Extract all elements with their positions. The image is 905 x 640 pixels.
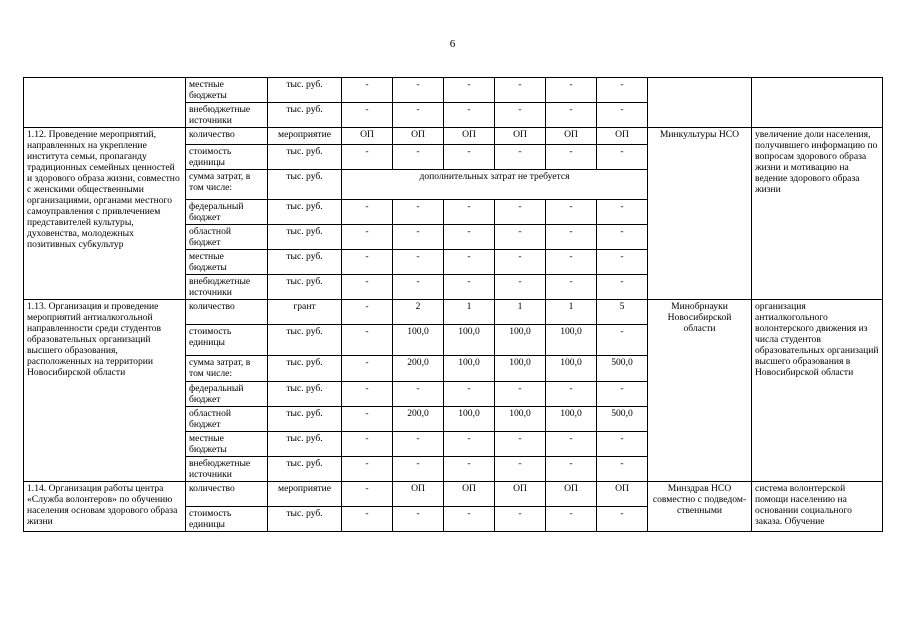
table-cell: - <box>495 432 546 457</box>
table-cell: - <box>393 225 444 250</box>
table-cell: - <box>342 507 393 532</box>
table-cell: тыс. руб. <box>268 325 342 356</box>
table-cell: - <box>546 250 597 275</box>
table-cell: федеральный бюджет <box>186 382 268 407</box>
page-number: 6 <box>449 38 456 50</box>
table-cell: тыс. руб. <box>268 275 342 300</box>
table-cell: - <box>597 145 648 170</box>
table-cell: - <box>444 457 495 482</box>
table-cell: 1 <box>546 300 597 325</box>
table-row <box>24 300 883 325</box>
table-cell: - <box>342 432 393 457</box>
table-cell <box>648 78 752 128</box>
table-cell: - <box>342 103 393 128</box>
table-cell: тыс. руб. <box>268 170 342 200</box>
table-cell: 100,0 <box>546 325 597 356</box>
table-cell: - <box>342 457 393 482</box>
table-cell: 100,0 <box>444 356 495 382</box>
table-cell: - <box>495 200 546 225</box>
table-cell: - <box>546 78 597 103</box>
table-cell: - <box>393 457 444 482</box>
table-cell: количество <box>186 128 268 145</box>
table-cell: - <box>495 507 546 532</box>
table-cell: тыс. руб. <box>268 250 342 275</box>
table-cell: ОП <box>546 128 597 145</box>
table-cell: местные бюджеты <box>186 78 268 103</box>
table-cell: 2 <box>393 300 444 325</box>
table-cell: тыс. руб. <box>268 145 342 170</box>
table-cell: система волонтерской помощи населению на основании социального заказа. Обучение <box>752 482 883 532</box>
table-cell: ОП <box>393 128 444 145</box>
table-cell: организация антиалкогольного волонтерского движения из числа студентов образовательных организаций высшего образования в Новосибирской области <box>752 300 883 482</box>
table-cell: - <box>393 250 444 275</box>
table-cell: - <box>342 407 393 432</box>
table-cell: 100,0 <box>495 356 546 382</box>
table-cell: ОП <box>342 128 393 145</box>
table-cell: мероприятие <box>268 482 342 507</box>
table-cell: тыс. руб. <box>268 200 342 225</box>
table-cell: 100,0 <box>393 325 444 356</box>
table-cell: сумма затрат, в том числе: <box>186 356 268 382</box>
table-cell: - <box>393 382 444 407</box>
table-cell: - <box>495 382 546 407</box>
table-cell: - <box>342 250 393 275</box>
table-cell: ОП <box>393 482 444 507</box>
table-cell: - <box>342 300 393 325</box>
table-cell: ОП <box>495 128 546 145</box>
table-cell: - <box>495 275 546 300</box>
table-cell: 100,0 <box>546 356 597 382</box>
table-cell: - <box>342 200 393 225</box>
table-cell: - <box>444 78 495 103</box>
table-cell: тыс. руб. <box>268 507 342 532</box>
table-cell: 100,0 <box>444 325 495 356</box>
table-cell: - <box>597 78 648 103</box>
table-cell: 100,0 <box>495 325 546 356</box>
table-cell: - <box>444 103 495 128</box>
table-cell: - <box>546 382 597 407</box>
table-row <box>24 128 883 145</box>
table-cell: 5 <box>597 300 648 325</box>
table-cell: тыс. руб. <box>268 457 342 482</box>
table-cell: - <box>444 250 495 275</box>
table-cell: - <box>495 250 546 275</box>
table-cell: - <box>342 356 393 382</box>
table-cell: - <box>597 275 648 300</box>
table-cell: - <box>342 275 393 300</box>
table-cell: стоимость единицы <box>186 145 268 170</box>
table-cell: тыс. руб. <box>268 407 342 432</box>
table-cell: - <box>393 432 444 457</box>
table-cell: - <box>546 457 597 482</box>
table-cell: 500,0 <box>597 356 648 382</box>
table-cell: 100,0 <box>444 407 495 432</box>
table-cell: внебюджетные источники <box>186 275 268 300</box>
table-cell: - <box>495 78 546 103</box>
table-cell: местные бюджеты <box>186 432 268 457</box>
table-cell: - <box>495 457 546 482</box>
table-cell: 1 <box>444 300 495 325</box>
table-cell: - <box>597 457 648 482</box>
table-cell: ОП <box>597 482 648 507</box>
table-cell: ОП <box>444 482 495 507</box>
table-cell: федеральный бюджет <box>186 200 268 225</box>
table-cell: Минкультуры НСО <box>648 128 752 300</box>
table-cell: - <box>597 432 648 457</box>
table-cell: - <box>597 103 648 128</box>
table-cell <box>752 78 883 128</box>
table-cell: мероприятие <box>268 128 342 145</box>
table-cell: - <box>597 250 648 275</box>
table-cell: тыс. руб. <box>268 225 342 250</box>
table-cell: областной бюджет <box>186 225 268 250</box>
table-cell: - <box>444 200 495 225</box>
table-cell: - <box>597 225 648 250</box>
table-cell: - <box>393 145 444 170</box>
table-row <box>24 482 883 507</box>
table-cell: количество <box>186 300 268 325</box>
table-cell: - <box>342 78 393 103</box>
table-cell: - <box>546 507 597 532</box>
table-cell: ОП <box>495 482 546 507</box>
table-cell: - <box>546 145 597 170</box>
table-cell: - <box>393 103 444 128</box>
table-cell: - <box>444 432 495 457</box>
table-cell: 500,0 <box>597 407 648 432</box>
table-cell: дополнительных затрат не требуется <box>342 170 648 200</box>
table-cell: - <box>393 78 444 103</box>
table-cell: тыс. руб. <box>268 103 342 128</box>
table-cell: 1.14. Организация работы центра «Служба волонтеров» по обучению населения основам здорового образа жизни <box>24 482 186 532</box>
table-cell: 1 <box>495 300 546 325</box>
table-cell: сумма затрат, в том числе: <box>186 170 268 200</box>
table-cell: - <box>342 225 393 250</box>
table-cell: - <box>495 103 546 128</box>
table-cell: грант <box>268 300 342 325</box>
table-cell: тыс. руб. <box>268 78 342 103</box>
table-cell: - <box>546 200 597 225</box>
table-cell: - <box>597 382 648 407</box>
table-cell <box>24 78 186 128</box>
table-cell: областной бюджет <box>186 407 268 432</box>
table-row <box>24 78 883 103</box>
table-cell: ОП <box>597 128 648 145</box>
table-cell: стоимость единицы <box>186 507 268 532</box>
table-cell: - <box>546 432 597 457</box>
table-cell: Минздрав НСО совместно с подведом-ственными <box>648 482 752 532</box>
table-cell: - <box>495 145 546 170</box>
table-cell: - <box>546 225 597 250</box>
table-cell: - <box>546 275 597 300</box>
table-cell: ОП <box>546 482 597 507</box>
table-cell: количество <box>186 482 268 507</box>
table-cell: - <box>444 382 495 407</box>
table-cell: - <box>342 382 393 407</box>
table-cell: 1.13. Организация и проведение мероприятий антиалкогольной направленности среди студентов образовательных организаций высшего образования, расположенных на территории Новосибирской области <box>24 300 186 482</box>
table-cell: - <box>444 145 495 170</box>
table-cell: - <box>444 507 495 532</box>
table-cell: 200,0 <box>393 356 444 382</box>
table-cell: - <box>546 103 597 128</box>
table-cell: ОП <box>444 128 495 145</box>
table-cell: - <box>495 225 546 250</box>
table-cell: стоимость единицы <box>186 325 268 356</box>
program-measures-table <box>23 77 883 532</box>
table-cell: местные бюджеты <box>186 250 268 275</box>
table-cell: - <box>342 325 393 356</box>
table-cell: внебюджетные источники <box>186 457 268 482</box>
table-cell: - <box>597 200 648 225</box>
table-cell: - <box>393 507 444 532</box>
table-cell: 100,0 <box>495 407 546 432</box>
table-cell: тыс. руб. <box>268 432 342 457</box>
table-cell: тыс. руб. <box>268 356 342 382</box>
table-cell: Минобрнауки Новосибирской области <box>648 300 752 482</box>
table-cell: - <box>342 145 393 170</box>
table-cell: внебюджетные источники <box>186 103 268 128</box>
table-cell: увеличение доли населения, получившего информацию по вопросам здорового образа жизни и мотивацию на ведение здорового образа жизни <box>752 128 883 300</box>
table-cell: тыс. руб. <box>268 382 342 407</box>
table-cell: 100,0 <box>546 407 597 432</box>
table-cell: - <box>597 507 648 532</box>
table-cell: - <box>393 275 444 300</box>
table-cell: - <box>342 482 393 507</box>
table-cell: - <box>393 200 444 225</box>
table-cell: 200,0 <box>393 407 444 432</box>
table-cell: 1.12. Проведение мероприятий, направленных на укрепление института семьи, пропаганду традиционных семейных ценностей и здорового образа жизни, совместно с женскими общественными организациями, органами местного самоуправления с привлечением представителей культуры, духовенства, молодежных позитивных субкультур <box>24 128 186 300</box>
table-cell: - <box>444 225 495 250</box>
table-cell: - <box>597 325 648 356</box>
table-cell: - <box>444 275 495 300</box>
